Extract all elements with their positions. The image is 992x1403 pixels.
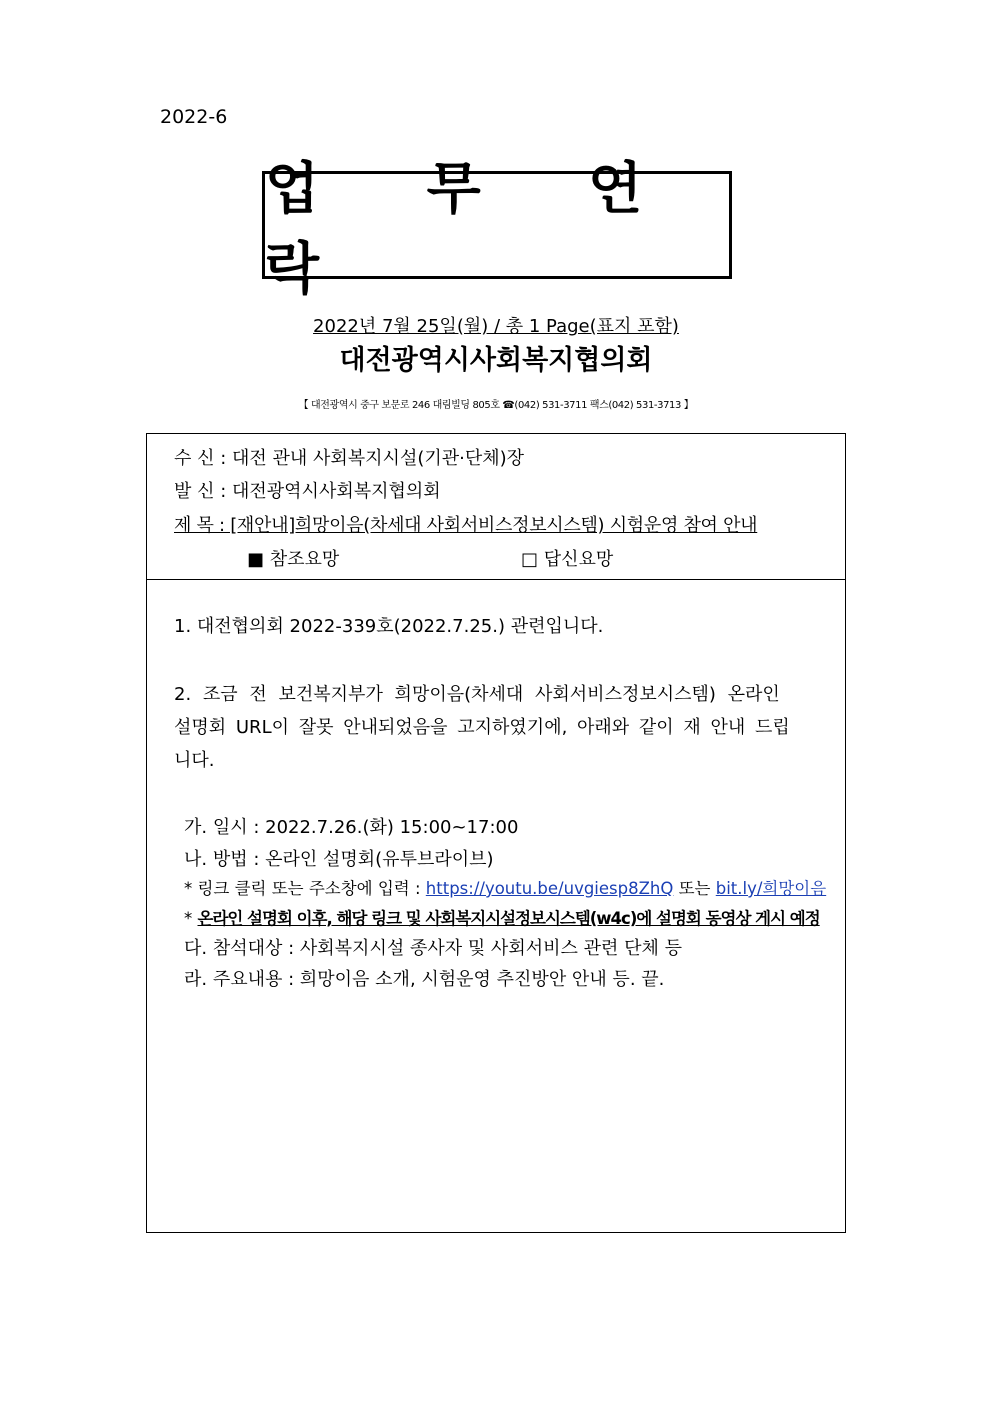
item-2-line-3: 니다.	[174, 750, 215, 771]
date-line: 2022년 7월 25일(월) / 총 1 Page(표지 포함)	[313, 316, 679, 337]
link-or: 또는	[673, 879, 716, 898]
youtube-link[interactable]: https://youtu.be/uvgiesp8ZhQ	[425, 879, 674, 898]
short-link[interactable]: bit.ly/희망이음	[715, 879, 827, 898]
item-ra-content: 라. 주요내용 : 희망이음 소개, 시험운영 추진방안 안내 등. 끝.	[184, 969, 665, 990]
document-number: 2022-6	[160, 106, 228, 128]
link-prefix: * 링크 클릭 또는 주소창에 입력 :	[184, 879, 426, 898]
header-section	[147, 434, 845, 580]
content-box	[146, 433, 846, 1233]
item-1: 1. 대전협의회 2022-339호(2022.7.25.) 관련입니다.	[174, 616, 604, 637]
recipient-line: 수 신 : 대전 관내 사회복지시설(기관·단체)장	[174, 448, 525, 469]
item-2-line-1: 2. 조금 전 보건복지부가 희망이음(차세대 사회서비스정보시스템) 온라인	[174, 684, 780, 705]
address-line: 【 대전광역시 중구 보문로 246 대림빌딩 805호 ☎(042) 531-3711 팩스(042) 531-3713 】	[298, 400, 694, 411]
item-na-method: 나. 방법 : 온라인 설명회(유투브라이브)	[184, 849, 494, 870]
item-2-line-2: 설명회 URL이 잘못 안내되었음을 고지하였기에, 아래와 같이 재 안내 드립	[174, 717, 790, 738]
subject-line: 제 목 : [재안내]희망이음(차세대 사회서비스정보시스템) 시험운영 참여 안내	[174, 515, 758, 536]
title-box	[262, 157, 732, 302]
link-line	[184, 875, 826, 899]
item-da-audience: 다. 참석대상 : 사회복지시설 종사자 및 사회서비스 관련 단체 등	[184, 938, 682, 959]
organization-name: 대전광역시사회복지협의회	[339, 345, 653, 376]
notice-line	[184, 905, 820, 929]
item-ga-datetime: 가. 일시 : 2022.7.26.(화) 15:00~17:00	[184, 817, 519, 838]
reply-required: □ 답신요망	[521, 549, 614, 570]
notice-star: *	[184, 909, 198, 928]
notice-text: 온라인 설명회 이후, 해당 링크 및 사회복지시설정보시스템(w4c)에 설명회 동영상 게시 예정	[197, 909, 820, 928]
document-title: 업 무 연 락	[265, 157, 687, 302]
reference-required: ■ 참조요망	[247, 549, 340, 570]
sender-line: 발 신 : 대전광역시사회복지협의회	[174, 481, 441, 502]
